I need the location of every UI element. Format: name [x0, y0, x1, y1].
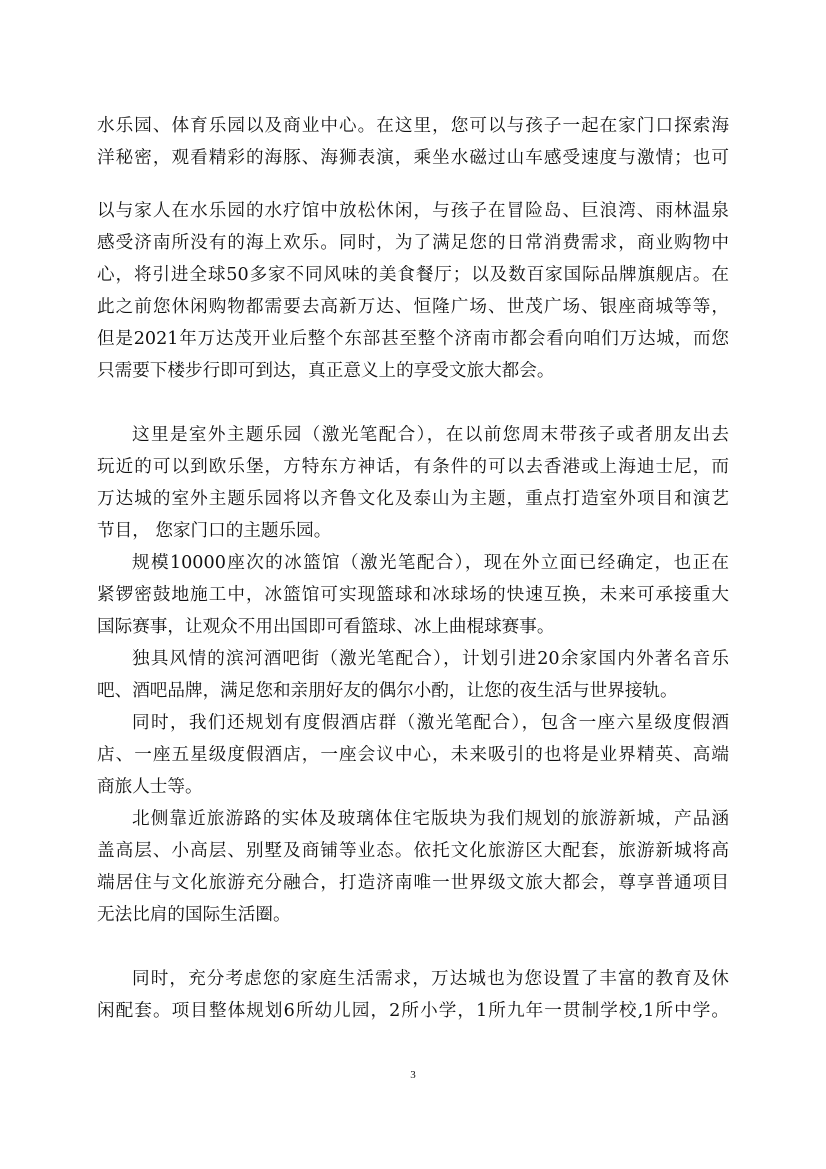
text-line: 感受济南所没有的海上欢乐。同时，为了满足您的日常消费需求，商业购物中 [97, 233, 729, 253]
text-line: 只需要下楼步行即可到达，真正意义上的享受文旅大都会。 [97, 361, 555, 381]
text-line: 吧、酒吧品牌，满足您和亲朋好友的偶尔小酌，让您的夜生活与世界接轨。 [97, 681, 678, 701]
text-line: 盖高层、小高层、别墅及商铺等业态。依托文化旅游区大配套，旅游新城将高 [97, 841, 729, 861]
text-line: 这里是室外主题乐园（激光笔配合），在以前您周末带孩子或者朋友出去 [132, 425, 729, 445]
text-line: 洋秘密，观看精彩的海豚、海狮表演，乘坐水磁过山车感受速度与激情；也可 [97, 148, 729, 168]
text-line: 同时，充分考虑您的家庭生活需求，万达城也为您设置了丰富的教育及休 [132, 969, 729, 989]
text-line: 心，将引进全球50多家不同风味的美食餐厅；以及数百家国际品牌旗舰店。在 [97, 265, 729, 285]
text-line: 但是2021年万达茂开业后整个东部甚至整个济南市都会看向咱们万达城，而您 [97, 329, 729, 349]
text-line: 水乐园、体育乐园以及商业中心。在这里，您可以与孩子一起在家门口探索海 [97, 116, 729, 136]
text-line: 国际赛事，让观众不用出国即可看篮球、冰上曲棍球赛事。 [97, 617, 555, 637]
text-line: 端居住与文化旅游充分融合，打造济南唯一世界级文旅大都会，尊享普通项目 [97, 873, 729, 893]
page-number: 3 [410, 1069, 416, 1081]
text-line: 紧锣密鼓地施工中，冰篮馆可实现篮球和冰球场的快速互换，未来可承接重大 [97, 585, 729, 605]
text-line: 玩近的可以到欧乐堡，方特东方神话，有条件的可以去香港或上海迪士尼，而 [97, 457, 729, 477]
text-line: 以与家人在水乐园的水疗馆中放松休闲，与孩子在冒险岛、巨浪湾、雨林温泉 [97, 201, 729, 221]
text-line: 节目， 您家门口的主题乐园。 [97, 521, 332, 541]
text-line: 北侧靠近旅游路的实体及玻璃体住宅版块为我们规划的旅游新城，产品涵 [132, 809, 729, 829]
text-line: 规模10000座次的冰篮馆（激光笔配合），现在外立面已经确定，也正在 [132, 553, 729, 573]
text-line: 无法比肩的国际生活圈。 [97, 905, 291, 925]
text-line: 闲配套。项目整体规划6所幼儿园，2所小学，1所九年一贯制学校,1所中学。 [97, 1001, 729, 1021]
text-line: 独具风情的滨河酒吧街（激光笔配合），计划引进20余家国内外著名音乐 [132, 649, 729, 669]
text-line: 此之前您休闲购物都需要去高新万达、恒隆广场、世茂广场、银座商城等等， [97, 297, 729, 317]
text-line: 商旅人士等。 [97, 777, 203, 797]
text-line: 万达城的室外主题乐园将以齐鲁文化及泰山为主题，重点打造室外项目和演艺 [97, 489, 729, 509]
text-line: 同时，我们还规划有度假酒店群（激光笔配合），包含一座六星级度假酒 [132, 713, 729, 733]
text-line: 店、一座五星级度假酒店，一座会议中心，未来吸引的也将是业界精英、高端 [97, 745, 729, 765]
